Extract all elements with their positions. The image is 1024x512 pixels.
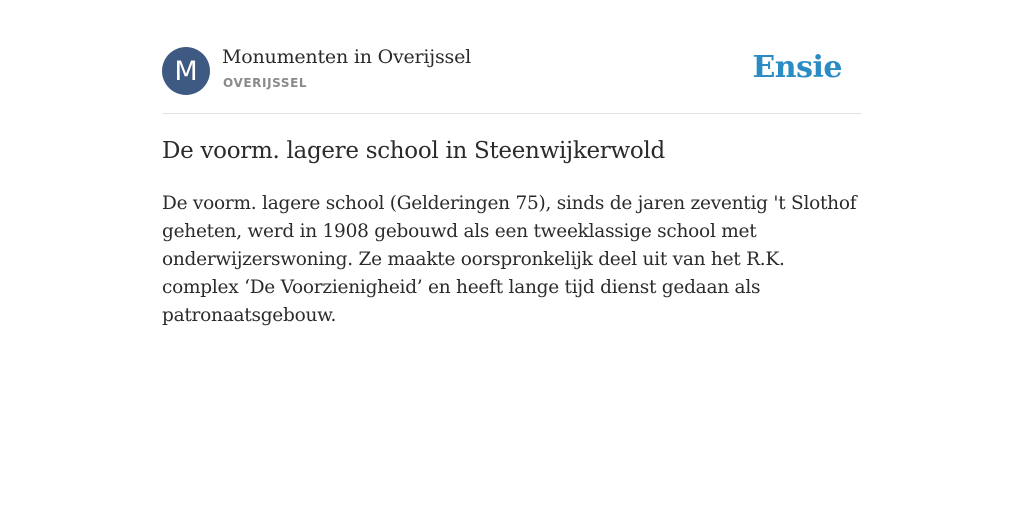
article-header	[162, 0, 862, 114]
brand-logo[interactable]: Ensie	[752, 50, 842, 85]
article-card	[162, 0, 862, 326]
article-body: De voorm. lagere school (Gelderingen 75), sinds de jaren zeventig 't Slothof geheten, werd in 1908 gebouwd als een tweeklassige school met onderwijzerswoning. Ze maakte oorspronkelijk deel uit van het R.K. complex ‘De Voorzienigheid’ en heeft lange tijd dienst gedaan als patronaatsgebouw.	[162, 193, 857, 326]
article-title: De voorm. lagere school in Steenwijkerwold	[162, 138, 665, 164]
avatar[interactable]: M	[162, 47, 210, 95]
author-subtitle[interactable]: OVERIJSSEL	[223, 76, 308, 90]
author-name[interactable]: Monumenten in Overijssel	[222, 46, 472, 68]
